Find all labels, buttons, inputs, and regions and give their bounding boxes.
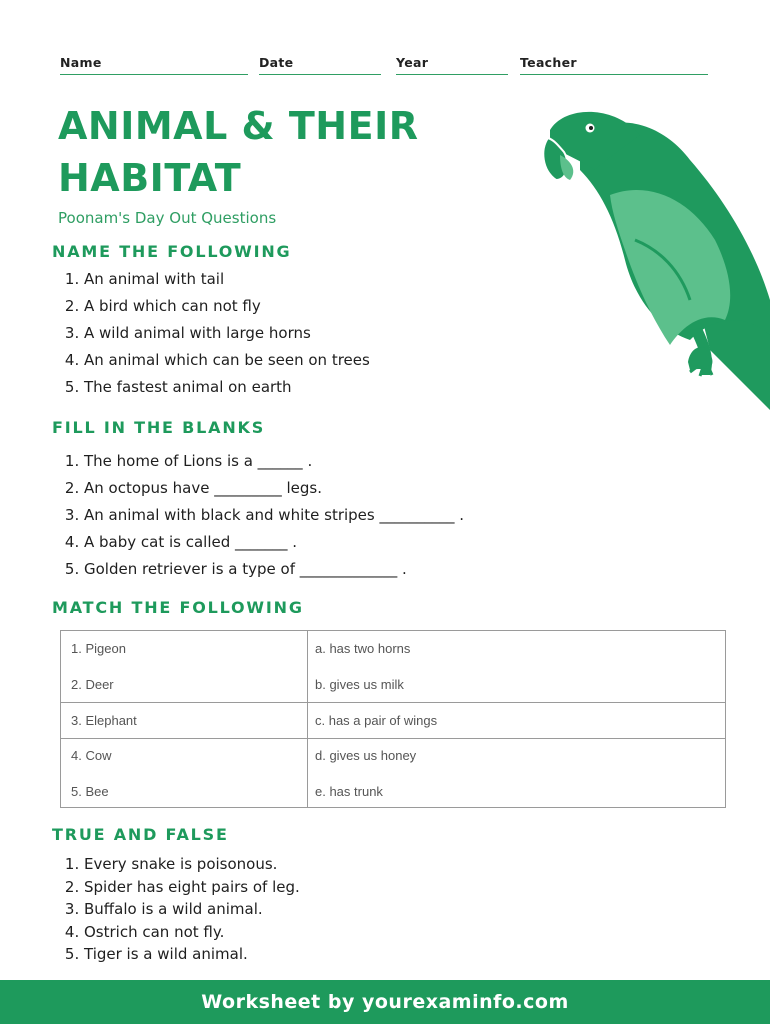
date-field[interactable]: [259, 52, 381, 75]
section-title-name-following: NAME THE FOLLOWING: [52, 242, 292, 261]
match-left-item: 2. Deer: [71, 677, 114, 692]
list-item: 5. The fastest animal on earth: [84, 374, 370, 401]
list-item: 4. An animal which can be seen on trees: [84, 347, 370, 374]
list-item: 1. Every snake is poisonous.: [84, 853, 300, 876]
parrot-illustration: [540, 100, 770, 410]
date-label: Date: [259, 55, 294, 70]
page-title: [58, 100, 418, 204]
year-field[interactable]: [396, 52, 508, 75]
year-label: Year: [396, 55, 429, 70]
list-item: 1. The home of Lions is a ______ .: [84, 448, 464, 475]
title-line-2: HABITAT: [58, 156, 242, 200]
match-right-item: a. has two horns: [315, 641, 411, 656]
footer-banner: Worksheet by yourexaminfo.com: [0, 980, 770, 1024]
match-right-item: d. gives us honey: [315, 748, 417, 763]
page-subtitle: Poonam's Day Out Questions: [58, 209, 277, 227]
column-divider: [307, 631, 308, 807]
list-item: 4. Ostrich can not fly.: [84, 921, 300, 944]
section-title-match: MATCH THE FOLLOWING: [52, 598, 304, 617]
list-item: 3. Buffalo is a wild animal.: [84, 898, 300, 921]
true-false-list: [40, 853, 300, 966]
fill-blanks-list: [40, 448, 464, 583]
match-left-item: 1. Pigeon: [71, 641, 126, 656]
list-item: 5. Golden retriever is a type of _____________ .: [84, 556, 464, 583]
row-divider: [61, 738, 725, 739]
section-title-fill-blanks: FILL IN THE BLANKS: [52, 418, 266, 437]
list-item: 3. An animal with black and white stripes __________ .: [84, 502, 464, 529]
teacher-label: Teacher: [520, 55, 577, 70]
list-item: 2. An octopus have _________ legs.: [84, 475, 464, 502]
name-field[interactable]: [60, 52, 248, 75]
match-table: [60, 630, 726, 808]
name-following-list: [40, 266, 370, 401]
name-label: Name: [60, 55, 102, 70]
match-left-item: 3. Elephant: [71, 713, 137, 728]
match-right-item: b. gives us milk: [315, 677, 404, 692]
list-item: 2. Spider has eight pairs of leg.: [84, 876, 300, 899]
list-item: 1. An animal with tail: [84, 266, 370, 293]
list-item: 2. A bird which can not fly: [84, 293, 370, 320]
list-item: 5. Tiger is a wild animal.: [84, 943, 300, 966]
list-item: 4. A baby cat is called _______ .: [84, 529, 464, 556]
list-item: 3. A wild animal with large horns: [84, 320, 370, 347]
row-divider: [61, 702, 725, 703]
match-left-item: 4. Cow: [71, 748, 112, 763]
match-right-item: e. has trunk: [315, 784, 383, 799]
match-right-item: c. has a pair of wings: [315, 713, 438, 728]
match-left-item: 5. Bee: [71, 784, 109, 799]
section-title-true-false: TRUE AND FALSE: [52, 825, 229, 844]
teacher-field[interactable]: [520, 52, 708, 75]
title-line-1: ANIMAL & THEIR: [58, 104, 419, 148]
